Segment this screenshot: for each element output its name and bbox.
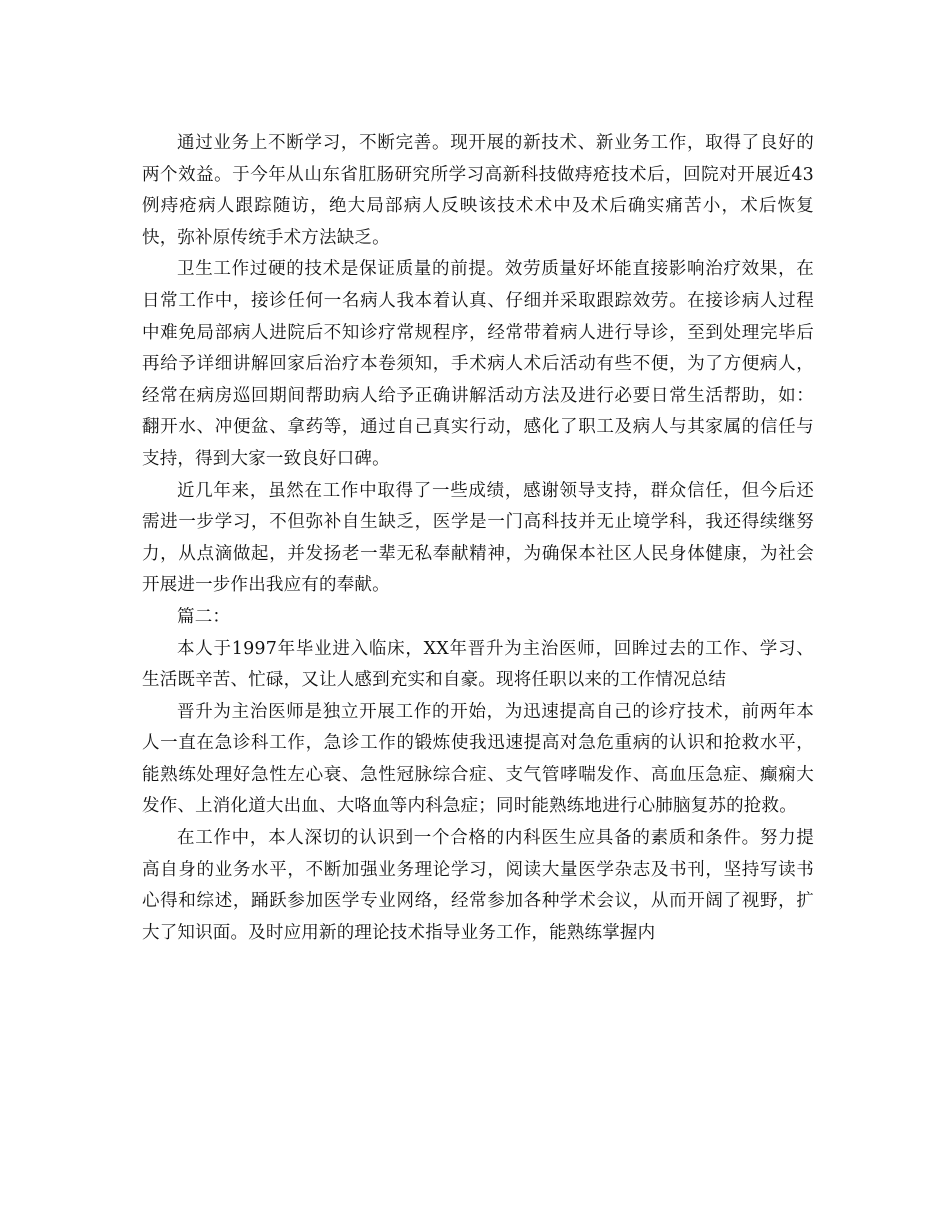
paragraph-1: 通过业务上不断学习，不断完善。现开展的新技术、新业务工作，取得了良好的两个效益。于今年从山东省肛肠研究所学习高新科技做痔疮技术后，回院对开展近43例痔疮病人跟踪随访，绝大局部病人反映该技术术中及术后确实痛苦小，术后恢复快，弥补原传统手术方法缺乏。 <box>142 133 814 248</box>
paragraph-6: 在工作中，本人深切的认识到一个合格的内科医生应具备的素质和条件。努力提高自身的业务水平，不断加强业务理论学习，阅读大量医学杂志及书刊，坚持写读书心得和综述，踊跃参加医学专业网络，经常参加各种学术会议，从而开阔了视野，扩大了知识面。及时应用新的理论技术指导业务工作，能熟练掌握内 <box>142 828 814 943</box>
paragraph-4: 本人于1997年毕业进入临床，XX年晋升为主治医师，回眸过去的工作、学习、生活既辛苦、忙碌，又让人感到充实和自豪。现将任职以来的工作情况总结 <box>142 638 814 691</box>
paragraph-3: 近几年来，虽然在工作中取得了一些成绩，感谢领导支持，群众信任，但今后还需进一步学习，不但弥补自生缺乏，医学是一门高科技并无止境学科，我还得续继努力，从点滴做起，并发扬老一辈无私奉献精神，为确保本社区人民身体健康，为社会开展进一步作出我应有的奉献。 <box>142 480 814 596</box>
paragraph-2: 卫生工作过硬的技术是保证质量的前提。效劳质量好坏能直接影响治疗效果，在日常工作中，接诊任何一名病人我本着认真、仔细并采取跟踪效劳。在接诊病人过程中难免局部病人进院后不知诊疗常规程序，经常带着病人进行导诊，至到处理完毕后再给予详细讲解回家后治疗本卷须知，手术病人术后活动有些不便，为了方便病人，经常在病房巡回期间帮助病人给予正确讲解活动方法及进行必要日常生活帮助，如：翻开水、冲便盆、拿药等，通过自己真实行动，感化了职工及病人与其家属的信任与支持，得到大家一致良好口碑。 <box>142 259 814 469</box>
section-heading: 篇二： <box>177 606 231 627</box>
paragraph-5: 晋升为主治医师是独立开展工作的开始，为迅速提高自己的诊疗技术，前两年本人一直在急诊科工作，急诊工作的锻炼使我迅速提高对急危重病的认识和抢救水平，能熟练处理好急性左心衰、急性冠脉综合症、支气管哮喘发作、高血压急症、癫痫大发作、上消化道大出血、大咯血等内科急症；同时能熟练地进行心肺脑复苏的抢救。 <box>142 701 814 817</box>
document-body <box>142 128 814 949</box>
